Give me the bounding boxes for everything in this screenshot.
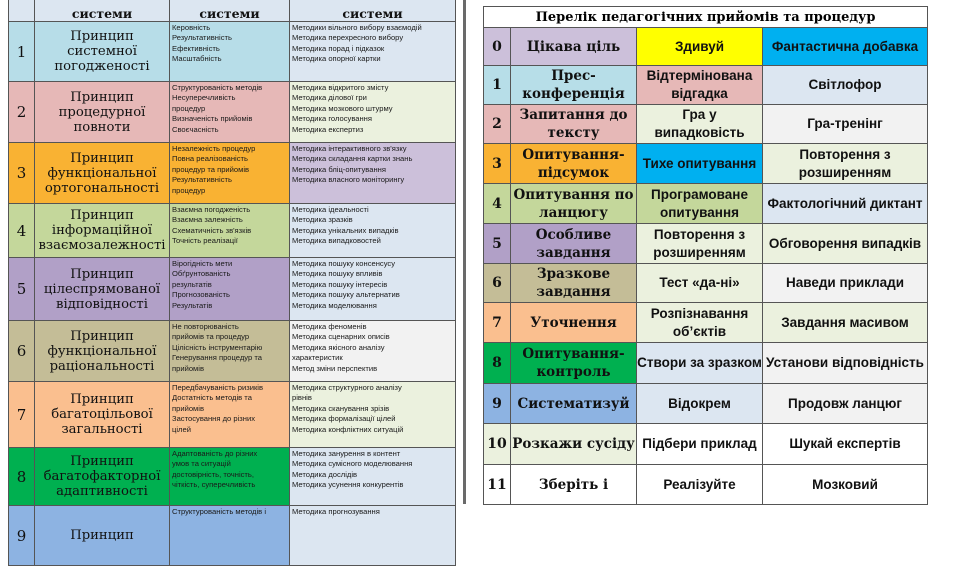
property-line: Ефективність xyxy=(172,43,220,53)
method-line: Метод зміни перспектив xyxy=(292,363,378,373)
techniques-title-row xyxy=(484,7,928,28)
principle-name-line: Принцип xyxy=(70,528,134,543)
property-line: Взаємна погодженість xyxy=(172,205,251,214)
method-line: Методика формалізації цілей xyxy=(292,414,396,424)
technique-col2: Повторення з розширенням xyxy=(637,224,763,264)
technique-number: 10 xyxy=(484,424,511,465)
principle-name-line: Принцип xyxy=(70,150,134,166)
technique-col3: Фантастична добавка xyxy=(763,28,928,66)
method-line: Методика моделювання xyxy=(292,300,377,310)
principle-methods xyxy=(290,143,456,204)
property-line: Вірогідність мети xyxy=(172,259,233,268)
technique-row xyxy=(484,465,928,505)
method-line: Методики вільного вибору взаємодій xyxy=(292,23,422,32)
technique-col2: Відокрем xyxy=(637,384,763,424)
property-line: Незалежність процедур xyxy=(172,144,256,153)
method-line: Методика ділової гри xyxy=(292,93,367,103)
property-line: Керовність xyxy=(172,23,211,32)
property-line: Своєчасність xyxy=(172,124,219,134)
property-line: Передбачуваність ризиків xyxy=(172,383,264,392)
principle-row xyxy=(9,321,456,382)
principle-row xyxy=(9,258,456,321)
technique-col3: Наведи приклади xyxy=(763,264,928,303)
principle-name-line: раціональності xyxy=(49,358,155,374)
property-line: достовірність, точність, xyxy=(172,469,254,479)
property-line: прийомів та процедур xyxy=(172,332,250,342)
technique-col1: Опитування-підсумок xyxy=(511,144,637,184)
technique-col3: Шукай експертів xyxy=(763,424,928,465)
technique-col1: Зразкове завдання xyxy=(511,264,637,303)
principle-name-line: ортогональності xyxy=(44,180,160,196)
technique-number: 3 xyxy=(484,144,511,184)
principle-name-line: Принцип xyxy=(70,29,134,44)
method-line: Методика ідеальності xyxy=(292,205,369,214)
method-line: Методика власного моніторингу xyxy=(292,175,405,185)
property-line: Цілісність інструментарію xyxy=(172,342,263,352)
technique-col3: Установи відповідність xyxy=(763,343,928,384)
principle-name xyxy=(35,204,170,258)
technique-number: 2 xyxy=(484,105,511,144)
principle-methods xyxy=(290,82,456,143)
left-header-col2 xyxy=(35,0,170,22)
principle-number: 8 xyxy=(9,448,35,506)
principle-row xyxy=(9,143,456,204)
property-line: результатів xyxy=(172,279,212,289)
method-line: Методика пошуку інтересів xyxy=(292,279,388,289)
method-line: Методика опорної картки xyxy=(292,54,381,64)
property-line: Структурованість методів xyxy=(172,83,263,92)
principle-name-line: відповідності xyxy=(56,296,148,312)
principle-properties xyxy=(170,82,290,143)
techniques-title: Перелік педагогічних прийомів та процедур xyxy=(484,7,928,28)
left-header-col4 xyxy=(290,0,456,22)
technique-col1: Особливе завдання xyxy=(511,224,637,264)
principle-name-line: Принцип xyxy=(70,454,134,469)
left-header-col3 xyxy=(170,0,290,22)
method-line: Методика феноменів xyxy=(292,322,367,331)
left-header-label: системи xyxy=(71,6,133,21)
technique-col2: Тихе опитування xyxy=(637,144,763,184)
property-line: Достатність методів та xyxy=(172,393,252,403)
principle-properties xyxy=(170,506,290,566)
principle-name-line: загальності xyxy=(61,422,143,437)
left-header-label: системи xyxy=(199,6,260,21)
principle-name-line: багатоцільової xyxy=(51,407,153,422)
principle-methods xyxy=(290,382,456,448)
principle-row xyxy=(9,382,456,448)
technique-number: 6 xyxy=(484,264,511,303)
technique-col1: Зберіть і xyxy=(511,465,637,505)
principle-row xyxy=(9,22,456,82)
principle-number: 5 xyxy=(9,258,35,321)
technique-row xyxy=(484,264,928,303)
method-line: Методика порад і підказок xyxy=(292,43,385,53)
technique-row xyxy=(484,105,928,144)
property-line: умов та ситуацій xyxy=(172,459,231,469)
right-techniques-panel xyxy=(478,0,928,504)
principle-name-line: Принцип xyxy=(70,392,134,407)
principle-name xyxy=(35,506,170,566)
method-line: Методика структурного аналізу xyxy=(292,383,402,392)
technique-col3: Мозковий xyxy=(763,465,928,505)
technique-col3: Продовж ланцюг xyxy=(763,384,928,424)
method-line: Методика пошуку впливів xyxy=(292,269,383,279)
property-line: Структурованість методів і xyxy=(172,507,267,516)
principle-row xyxy=(9,204,456,258)
method-line: Методика інтерактивного зв'язку xyxy=(292,144,407,153)
technique-row xyxy=(484,66,928,105)
technique-col1: Систематизуй xyxy=(511,384,637,424)
method-line: Методика випадковостей xyxy=(292,236,381,246)
principle-row xyxy=(9,448,456,506)
principle-properties xyxy=(170,204,290,258)
principle-methods xyxy=(290,258,456,321)
principle-methods xyxy=(290,448,456,506)
method-line: Методика пошуку консенсусу xyxy=(292,259,396,268)
property-line: Прогнозованість xyxy=(172,290,230,300)
property-line: Застосування до різних xyxy=(172,414,255,424)
principle-number: 9 xyxy=(9,506,35,566)
property-line: прийомів xyxy=(172,403,204,413)
technique-number: 9 xyxy=(484,384,511,424)
method-line: Методика експертиз xyxy=(292,124,364,134)
principle-name xyxy=(35,382,170,448)
method-line: характеристик xyxy=(292,353,343,363)
method-line: Методика голосування xyxy=(292,114,372,124)
principle-number: 4 xyxy=(9,204,35,258)
principle-name-line: Принцип xyxy=(70,208,134,223)
principle-row xyxy=(9,506,456,566)
technique-col1: Запитання до тексту xyxy=(511,105,637,144)
principle-number: 6 xyxy=(9,321,35,382)
technique-col1: Прес-конференція xyxy=(511,66,637,105)
property-line: чіткість, суперечливість xyxy=(172,480,256,490)
property-line: Визначеність прийомів xyxy=(172,114,253,124)
principle-properties xyxy=(170,258,290,321)
method-line: Методика складання картки знань xyxy=(292,154,413,164)
principle-name xyxy=(35,258,170,321)
property-line: Результативність xyxy=(172,33,232,43)
principle-name xyxy=(35,143,170,204)
property-line: Точність реалізації xyxy=(172,236,238,246)
method-line: Методика пошуку альтернатив xyxy=(292,290,400,300)
property-line: цілей xyxy=(172,424,191,434)
principle-properties xyxy=(170,321,290,382)
method-line: Методика сценарних описів xyxy=(292,332,390,342)
principle-name-line: функціональної xyxy=(47,165,157,181)
technique-col2: Здивуй xyxy=(637,28,763,66)
method-line: рівнів xyxy=(292,393,312,403)
method-line: Методика мозкового штурму xyxy=(292,103,393,113)
property-line: Взаємна залежність xyxy=(172,215,243,225)
technique-col1: Уточнення xyxy=(511,303,637,343)
principle-name xyxy=(35,22,170,82)
technique-col3: Світлофор xyxy=(763,66,928,105)
principle-name-line: повноти xyxy=(73,119,131,135)
property-line: Схематичність зв'язків xyxy=(172,225,252,235)
technique-col1: Розкажи сусіду xyxy=(511,424,637,465)
technique-col3: Завдання масивом xyxy=(763,303,928,343)
technique-row xyxy=(484,184,928,224)
property-line: процедур xyxy=(172,185,206,195)
method-line: Методика сумісного моделювання xyxy=(292,459,413,469)
technique-number: 7 xyxy=(484,303,511,343)
principle-name-line: функціональної xyxy=(47,343,157,359)
principle-number: 3 xyxy=(9,143,35,204)
property-line: Масштабність xyxy=(172,54,222,64)
principle-properties xyxy=(170,382,290,448)
principle-number: 1 xyxy=(9,22,35,82)
technique-row xyxy=(484,384,928,424)
principle-name-line: погодженості xyxy=(54,59,150,74)
method-line: Методика дослідів xyxy=(292,469,358,479)
technique-col2: Підбери приклад xyxy=(637,424,763,465)
principle-properties xyxy=(170,448,290,506)
technique-col3: Фактологічний диктант xyxy=(763,184,928,224)
principle-name xyxy=(35,321,170,382)
left-header-row xyxy=(9,0,456,22)
technique-number: 5 xyxy=(484,224,511,264)
technique-col1: Опитування-контроль xyxy=(511,343,637,384)
technique-row xyxy=(484,424,928,465)
property-line: Результативність xyxy=(172,175,232,185)
techniques-table xyxy=(483,6,928,505)
method-line: Методика унікальних випадків xyxy=(292,225,399,235)
property-line: процедур та прийомів xyxy=(172,164,250,174)
method-line: Методика конфліктних ситуацій xyxy=(292,424,404,434)
technique-row xyxy=(484,144,928,184)
left-header-label: системи xyxy=(342,6,403,21)
left-principles-panel xyxy=(0,0,463,545)
technique-col2: Розпізнавання об’єктів xyxy=(637,303,763,343)
principle-name-line: системної xyxy=(67,44,137,59)
property-line: Повна реалізованість xyxy=(172,154,248,164)
principle-methods xyxy=(290,204,456,258)
technique-col3: Повторення з розширенням xyxy=(763,144,928,184)
method-line: Методика перехресного вибору xyxy=(292,33,404,43)
technique-row xyxy=(484,303,928,343)
technique-col2: Реалізуйте xyxy=(637,465,763,505)
property-line: Генерування процедур та xyxy=(172,353,262,363)
method-line: Методика відкритого змісту xyxy=(292,83,389,92)
method-line: Методика усунення конкурентів xyxy=(292,480,404,490)
method-line: Методика зразків xyxy=(292,215,353,225)
property-line: Адаптованість до різних xyxy=(172,449,258,458)
technique-number: 0 xyxy=(484,28,511,66)
property-line: Несуперечливість xyxy=(172,93,236,103)
panel-divider xyxy=(463,0,466,504)
property-line: Обґрунтованість xyxy=(172,269,231,279)
principle-properties xyxy=(170,143,290,204)
principle-name-line: цілеспрямованої xyxy=(43,281,161,297)
technique-number: 1 xyxy=(484,66,511,105)
property-line: прийомів xyxy=(172,363,204,373)
technique-col2: Програмоване опитування xyxy=(637,184,763,224)
principle-name-line: Принцип xyxy=(70,266,134,282)
technique-col2: Тест «да-ні» xyxy=(637,264,763,303)
method-line: Методика якісного аналізу xyxy=(292,342,385,352)
principle-number: 2 xyxy=(9,82,35,143)
method-line: Методика занурення в контент xyxy=(292,449,401,458)
property-line: Не повторюваність xyxy=(172,322,239,331)
technique-col3: Обговорення випадків xyxy=(763,224,928,264)
principles-table xyxy=(8,0,456,566)
principle-name-line: процедурної xyxy=(58,104,146,120)
technique-number: 11 xyxy=(484,465,511,505)
property-line: Результатів xyxy=(172,300,213,310)
method-line: Методика прогнозування xyxy=(292,507,380,516)
technique-row xyxy=(484,343,928,384)
principle-name-line: адаптивності xyxy=(56,484,148,499)
principle-name-line: інформаційної xyxy=(51,223,153,238)
principle-methods xyxy=(290,321,456,382)
technique-number: 8 xyxy=(484,343,511,384)
method-line: Методика сканування зрізів xyxy=(292,403,390,413)
principle-number: 7 xyxy=(9,382,35,448)
technique-col1: Цікава ціль xyxy=(511,28,637,66)
technique-col1: Опитування по ланцюгу xyxy=(511,184,637,224)
principle-name-line: багатофакторної xyxy=(43,469,161,484)
principle-name-line: Принцип xyxy=(70,89,134,105)
principle-row xyxy=(9,82,456,143)
left-header-number-cell xyxy=(9,0,35,22)
technique-col2: Гра у випадковість xyxy=(637,105,763,144)
property-line: процедур xyxy=(172,103,206,113)
principle-name xyxy=(35,448,170,506)
principle-name xyxy=(35,82,170,143)
technique-row xyxy=(484,28,928,66)
principle-methods xyxy=(290,22,456,82)
technique-col3: Гра-тренінг xyxy=(763,105,928,144)
technique-col2: Створи за зразком xyxy=(637,343,763,384)
technique-col2: Відтермінована відгадка xyxy=(637,66,763,105)
method-line: Методика бліц-опитування xyxy=(292,164,386,174)
principle-properties xyxy=(170,22,290,82)
principle-methods xyxy=(290,506,456,566)
principle-name-line: Принцип xyxy=(70,328,134,344)
principle-name-line: взаємозалежності xyxy=(38,238,166,253)
technique-row xyxy=(484,224,928,264)
technique-number: 4 xyxy=(484,184,511,224)
